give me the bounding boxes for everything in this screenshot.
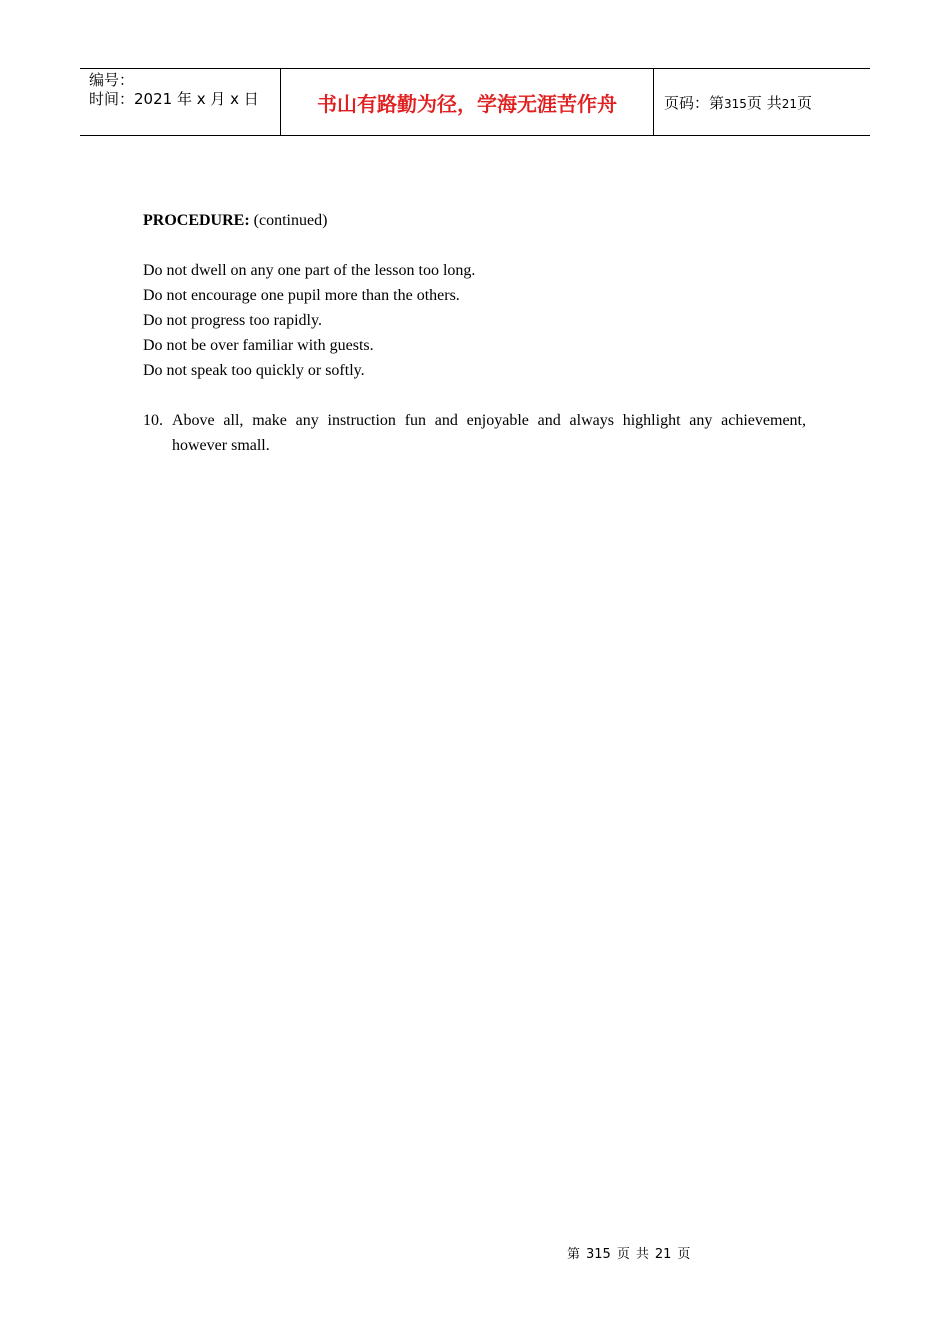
page-prefix: 页码：第: [664, 94, 725, 112]
page-total: 21: [781, 97, 797, 111]
document-body: [143, 208, 806, 458]
numbered-item-10: [143, 408, 806, 458]
footer-current: 315: [586, 1247, 611, 1262]
donts-list: [143, 258, 806, 383]
header-motto: 书山有路勤为径，学海无涯苦作舟: [317, 92, 617, 116]
item-text: Above all, make any instruction fun and enjoyable and always highlight any achievement, however small.: [172, 412, 806, 454]
list-item: Do not speak too quickly or softly.: [143, 362, 365, 379]
list-item: Do not dwell on any one part of the lesson too long.: [143, 262, 476, 279]
procedure-heading: [143, 208, 806, 233]
item-number: 10.: [143, 412, 163, 429]
page-mid: 页 共: [746, 94, 782, 112]
document-date-label: 时间：2021 年 x 月 x 日: [89, 90, 259, 108]
page-header-table: [80, 68, 870, 136]
header-motto-cell: [281, 69, 654, 135]
footer-ye1: 页: [616, 1247, 630, 1262]
procedure-heading-rest: (continued): [249, 212, 328, 229]
footer-di: 第: [567, 1247, 581, 1262]
procedure-heading-bold: PROCEDURE:: [143, 212, 250, 229]
footer-gong: 共: [635, 1247, 649, 1262]
header-info-cell: [80, 69, 281, 135]
list-item: Do not be over familiar with guests.: [143, 337, 374, 354]
footer-total: 21: [654, 1247, 672, 1262]
page-current: 315: [724, 97, 747, 111]
list-item: Do not progress too rapidly.: [143, 312, 322, 329]
footer-page-number: [564, 1246, 693, 1264]
list-item: Do not encourage one pupil more than the others.: [143, 287, 460, 304]
header-page-cell: [654, 69, 870, 135]
footer-ye2: 页: [677, 1247, 691, 1262]
page-suffix: 页: [796, 94, 812, 112]
header-page-number: [664, 93, 812, 114]
document-code-label: 编号：: [89, 71, 135, 89]
